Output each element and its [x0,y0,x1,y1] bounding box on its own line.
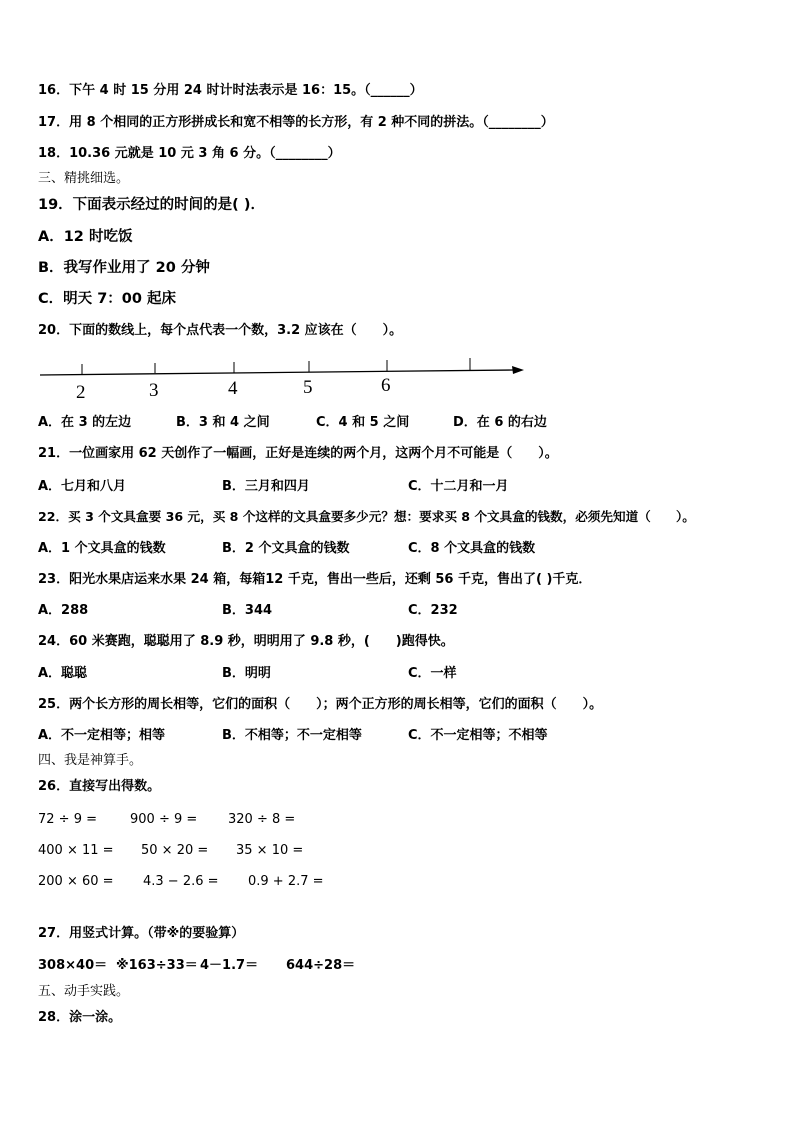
q22-option-c: C．8 个文具盒的钱数 [408,541,536,556]
q23-option-c: C．232 [408,603,458,618]
question-23: 23．阳光水果店运来水果 24 箱，每箱12 千克，售出一些后，还剩 56 千克，售出了( )千克． [38,572,592,587]
calc-item: 50 × 20 = [141,843,209,858]
q20-option-b: B．3 和 4 之间 [176,415,270,430]
question-26: 26．直接写出得数。 [38,779,161,794]
calc-item: 72 ÷ 9 = [38,812,97,827]
calc-item: 400 × 11 = [38,843,114,858]
q22-option-b: B．2 个文具盒的钱数 [222,541,350,556]
section-5-heading: 五、动手实践。 [38,984,130,999]
q23-option-a: A．288 [38,603,89,618]
tick-label: 5 [303,377,313,398]
calc-item: 320 ÷ 8 = [228,812,296,827]
question-28: 28．涂一涂。 [38,1010,122,1025]
question-27: 27．用竖式计算。（带※的要验算） [38,926,245,941]
section-3-heading: 三、精挑细选。 [38,171,130,186]
vertical-calc-item: 4－1.7＝ [200,958,259,973]
q21-option-b: B．三月和四月 [222,479,310,494]
question-20: 20．下面的数线上，每个点代表一个数，3.2 应该在（ ）。 [38,323,403,338]
q20-option-c: C．4 和 5 之间 [316,415,410,430]
vertical-calc-item: ※163÷33＝ [116,958,198,973]
q20-option-d: D．在 6 的右边 [453,415,547,430]
vertical-calc-item: 308×40＝ [38,958,108,973]
calc-item: 35 × 10 = [236,843,304,858]
question-22: 22．买 3 个文具盒要 36 元，买 8 个这样的文具盒要多少元？想：要求买 8 个文具盒的钱数，必须先知道（ ）。 [38,509,695,524]
tick-label: 4 [228,378,238,399]
tick-label: 2 [76,382,86,402]
q25-option-a: A．不一定相等；相等 [38,728,166,743]
q19-option-b: B．我写作业用了 20 分钟 [38,260,210,276]
q25-option-b: B．不相等；不一定相等 [222,728,362,743]
tick-label: 3 [149,380,159,401]
q24-option-a: A．聪聪 [38,666,88,681]
q20-option-a: A．在 3 的左边 [38,415,132,430]
calc-item: 900 ÷ 9 = [130,812,198,827]
question-18: 18．10.36 元就是 10 元 3 角 6 分。（________） [38,146,341,161]
q19-option-c: C．明天 7：00 起床 [38,291,177,307]
calc-item: 4.3 − 2.6 = [143,874,219,889]
tick-label: 6 [381,375,391,396]
number-line-arrow [512,366,524,374]
vertical-calc-item: 644÷28＝ [286,958,356,973]
q19-option-a: A．12 时吃饭 [38,229,133,245]
calc-item: 0.9 + 2.7 = [248,874,324,889]
question-16: 16．下午 4 时 15 分用 24 时计时法表示是 16：15。（______） [38,83,423,98]
q24-option-c: C．一样 [408,666,457,681]
question-21: 21．一位画家用 62 天创作了一幅画，正好是连续的两个月，这两个月不可能是（ ）。 [38,446,558,461]
number-line-axis [40,370,514,375]
q21-option-a: A．七月和八月 [38,479,127,494]
question-19: 19．下面表示经过的时间的是( )． [38,197,265,213]
q22-option-a: A．1 个文具盒的钱数 [38,541,166,556]
q23-option-b: B．344 [222,603,273,618]
calc-item: 200 × 60 = [38,874,114,889]
q24-option-b: B．明明 [222,666,271,681]
q25-option-c: C．不一定相等；不相等 [408,728,548,743]
question-17: 17．用 8 个相同的正方形拼成长和宽不相等的长方形，有 2 种不同的拼法。（________） [38,115,554,130]
question-25: 25．两个长方形的周长相等，它们的面积（ ）；两个正方形的周长相等，它们的面积（ ）。 [38,697,603,712]
question-24: 24．60 米赛跑，聪聪用了 8.9 秒，明明用了 9.8 秒，( )跑得快。 [38,634,454,649]
q21-option-c: C．十二月和一月 [408,479,509,494]
number-line [38,352,528,402]
section-4-heading: 四、我是神算手。 [38,753,143,768]
